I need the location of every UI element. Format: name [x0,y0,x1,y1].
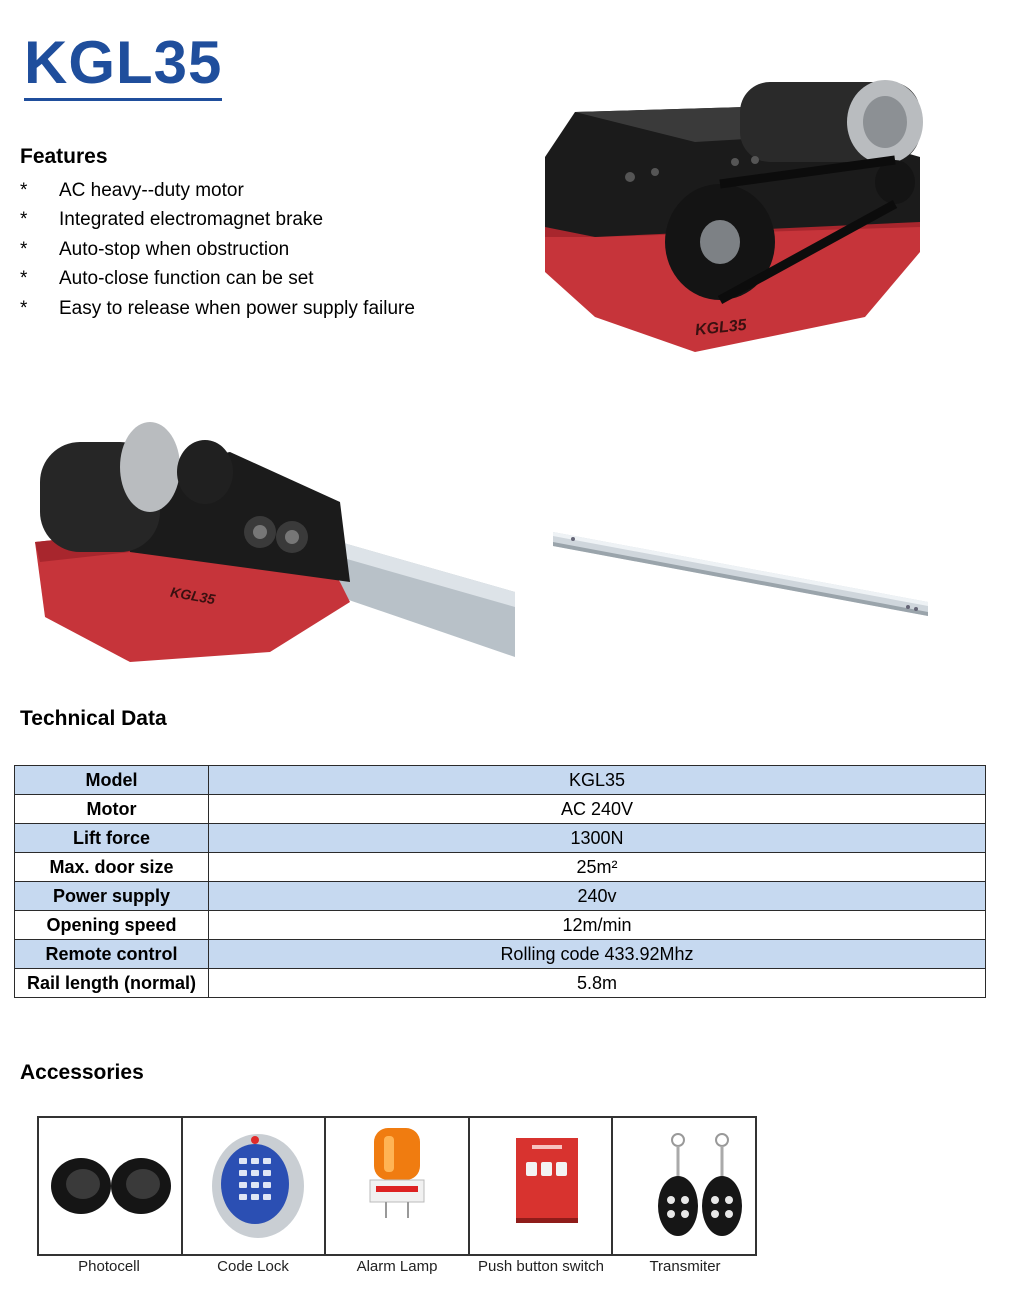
page-title: KGL35 [24,28,222,101]
accessory-label: Transmiter [649,1258,721,1275]
photocell-icon [39,1118,181,1254]
alarm-lamp-icon [326,1118,468,1254]
table-row: Max. door size 25m² [15,853,986,882]
table-row: Model KGL35 [15,766,986,795]
accessory-photocell [39,1118,183,1254]
accessory-label: Alarm Lamp [356,1258,438,1275]
feature-item: * Easy to release when power supply failure [20,297,415,319]
push-button-icon [470,1118,612,1254]
table-row: Rail length (normal) 5.8m [15,969,986,998]
table-row: Remote control Rolling code 433.92Mhz [15,940,986,969]
table-row: Opening speed 12m/min [15,911,986,940]
accessory-code-lock [183,1118,327,1254]
table-row: Lift force 1300N [15,824,986,853]
housing-label: KGL35 [694,316,748,340]
remote-fob-icon [613,1118,755,1254]
accessory-label: Push button switch [478,1258,604,1275]
accessories-grid [37,1116,757,1256]
accessory-label: Photocell [78,1258,140,1275]
feature-item: * AC heavy--duty motor [20,179,244,201]
housing-label: KGL35 [169,583,217,608]
accessory-label: Code Lock [217,1258,289,1275]
spec-table [14,765,986,998]
accessory-transmitter [613,1118,755,1254]
rail-photo [548,512,933,637]
product-photo-top [535,62,935,362]
keypad-icon [183,1118,325,1254]
feature-item: * Auto-stop when obstruction [20,238,290,260]
accessory-push-button [470,1118,614,1254]
feature-item: * Integrated electromagnet brake [20,209,324,231]
table-row: Power supply 240v [15,882,986,911]
accessories-heading: Accessories [20,1061,144,1084]
accessories-labels [37,1258,757,1275]
feature-item: * Auto-close function can be set [20,268,314,290]
accessory-alarm-lamp [326,1118,470,1254]
technical-heading: Technical Data [20,707,167,730]
table-row: Motor AC 240V [15,795,986,824]
product-photo-side [20,412,515,662]
features-list [20,176,415,324]
features-heading: Features [20,145,108,168]
